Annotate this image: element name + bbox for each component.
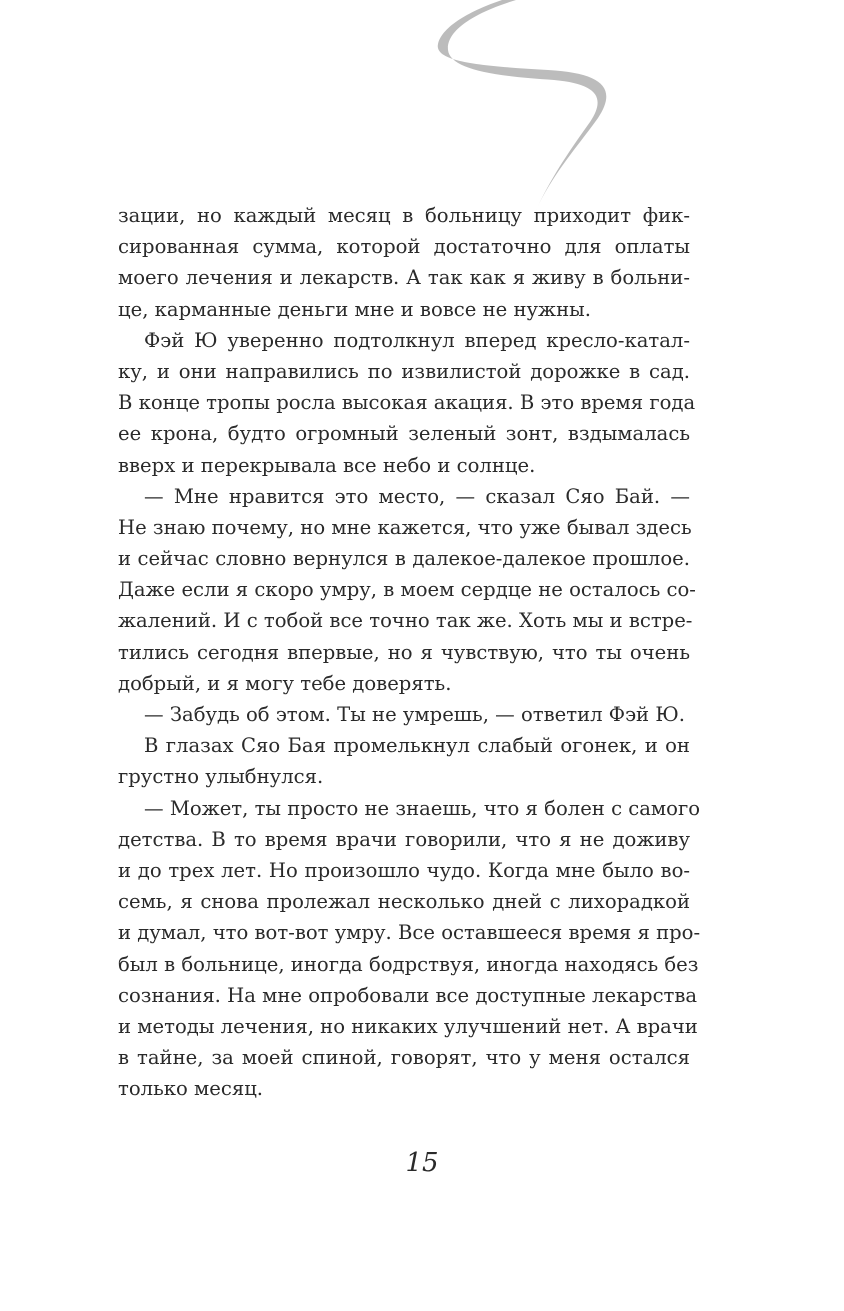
- text-line: жалений. И с тобой все точно так же. Хоть мы и встре-: [118, 609, 693, 633]
- text-line: сированная сумма, которой достаточно для оплаты: [118, 235, 690, 259]
- text-line: добрый, и я могу тебе доверять.: [118, 671, 452, 695]
- text-line: Не знаю почему, но мне кажется, что уже бывал здесь: [118, 515, 692, 539]
- text-line: только месяц.: [118, 1077, 264, 1101]
- text-line: семь, я снова пролежал несколько дней с лихорадкой: [118, 890, 690, 914]
- text-line: и до трех лет. Но произошло чудо. Когда мне было во-: [118, 858, 690, 882]
- page-number: 15: [405, 1148, 439, 1178]
- text-line: — Может, ты просто не знаешь, что я болен с самого: [144, 796, 701, 820]
- text-line: и сейчас словно вернулся в далекое-далекое прошлое.: [118, 547, 690, 571]
- text-line: зации, но каждый месяц в больницу приходит фик-: [118, 204, 690, 227]
- text-line: Фэй Ю уверенно подтолкнул вперед кресло-катал-: [144, 328, 690, 352]
- text-line: был в больнице, иногда бодрствуя, иногда находясь без: [118, 952, 699, 976]
- text-line: В конце тропы росла высокая акация. В это время года: [118, 391, 696, 415]
- text-line: В глазах Сяо Бая промелькнул слабый огонек, и он: [144, 734, 690, 758]
- text-line: грустно улыбнулся.: [118, 765, 324, 789]
- text-line: и методы лечения, но никаких улучшений нет. А врачи: [118, 1014, 698, 1038]
- text-line: це, карманные деньги мне и вовсе не нужны.: [118, 297, 591, 321]
- text-line: моего лечения и лекарств. А так как я живу в больни-: [118, 266, 690, 290]
- text-line: ее крона, будто огромный зеленый зонт, вздымалась: [118, 422, 690, 446]
- swirl-ornament-icon: [420, 0, 650, 215]
- text-line: сознания. На мне опробовали все доступные лекарства: [118, 983, 698, 1007]
- text-line: — Мне нравится это место, — сказал Сяо Бай. —: [144, 484, 690, 508]
- text-line: и думал, что вот-вот умру. Все оставшееся время я про-: [118, 921, 701, 945]
- paragraph: [118, 200, 690, 325]
- text-line: тились сегодня впервые, но я чувствую, что ты очень: [118, 640, 690, 664]
- paragraph: [118, 793, 701, 1105]
- text-line: детства. В то время врачи говорили, что я не доживу: [118, 827, 690, 851]
- paragraph: [118, 730, 690, 792]
- body-text: [118, 200, 701, 1104]
- text-line: в тайне, за моей спиной, говорят, что у меня остался: [118, 1046, 690, 1070]
- paragraph: [118, 481, 696, 699]
- text-line: вверх и перекрывала все небо и солнце.: [118, 453, 536, 477]
- text-line: — Забудь об этом. Ты не умрешь, — ответил Фэй Ю.: [144, 703, 685, 726]
- text-line: ку, и они направились по извилистой дорожке в сад.: [118, 359, 690, 383]
- text-line: Даже если я скоро умру, в моем сердце не осталось со-: [118, 578, 696, 602]
- paragraph: [118, 699, 690, 730]
- paragraph: [118, 325, 696, 481]
